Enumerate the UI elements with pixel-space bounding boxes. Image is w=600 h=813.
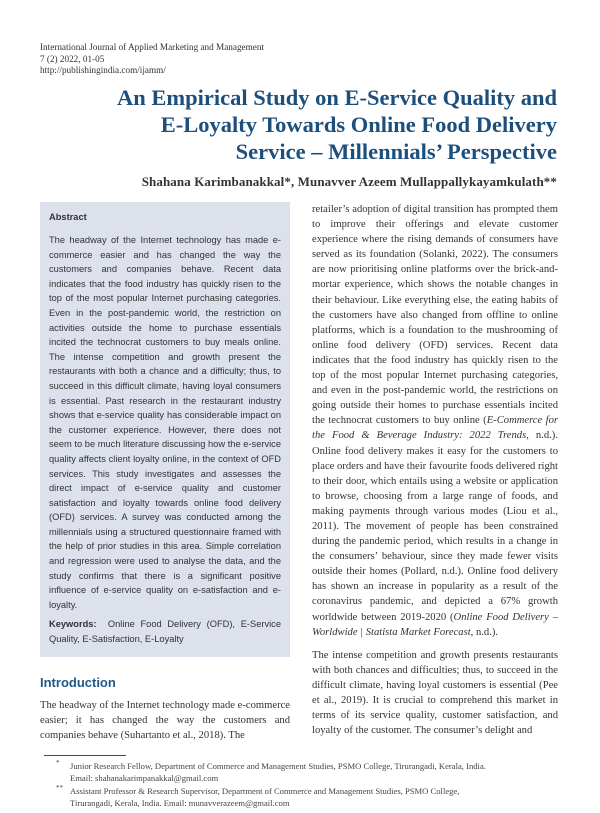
citation: Online Food Delivery – Worldwide | Statista Market Forecast (312, 611, 559, 638)
journal-issue: 7 (2) 2022, 01-05 (40, 53, 105, 64)
abstract-text: The headway of the Internet technology has made e-commerce easier and has changed the way the customers and companies behave. Recent data indicates that the food industry has quickly risen to the top of the most popular Internet purchasing categories. Even in the post-pandemic world, the restriction on activities outside the home to purchase essentials incited the technocrat customers to buy meals online. The intense competition and growth present the restaurants with both a chance and a difficulty; thus, to succeed in this difficult climate, having loyal consumers is essential. Past research in the restaurant industry shows that e-service quality has considerable impact on the customer experience. However, there does not seem to be much literature discussing how the e-service quality affects client loyalty online, in the context of OFD services. This study investigates and assesses the direct impact of e-service quality and customer satisfaction and loyalty towards online food delivery (OFD) services. A survey was conducted among the millennials using a structured questionnaire framed with the help of prior studies in this area. Simple correlation and regression were used to analyse the data, and the study confirms that there is a significant positive influence of e-service quality on e-satisfaction and e-loyalty. (49, 235, 281, 610)
journal-name: International Journal of Applied Marketing and Management (40, 42, 265, 52)
introduction-heading: Introduction (40, 674, 116, 690)
body-text: , n.d.). Online food delivery makes it easy for the customers to place orders and have their favourite foods delivered right to their door, which entails using a website or application to browse, choosing from a large range of foods, and making payments through various modes (Liou et al., 2011). The movement of people has been constrained during the pandemic period, which results in a change in the consumers’ behaviour, since they made fewer visits outside their homes (Pollard, n.d.). Online food delivery has shown an increase in popularity as a result of the coronavirus pandemic, and depicted a 67% growth worldwide between 2019-2020 ( (312, 430, 558, 623)
footnote-mark: ** (56, 784, 63, 793)
body-paragraph: The intense competition and growth presents restaurants with both chances and difficulties; thus, to succeed in the difficult climate, having loyal customers is essential (Pee et al., 2019). It is crucial to comprehend this market in terms of its service quality, customer satisfaction, and loyalty of the customer. The consumer’s delight and (312, 649, 558, 737)
body-text: , n.d.). (470, 626, 499, 638)
title-line: E-Loyalty Towards Online Food Delivery (160, 112, 557, 137)
abstract-box (40, 202, 290, 657)
introduction-text: The headway of the Internet technology made e-commerce easier; it has changed the way the customers and companies behave (Suhartanto et al., 2018). The (40, 699, 290, 742)
abstract-heading: Abstract (49, 212, 87, 222)
footnote (56, 759, 560, 784)
journal-url[interactable]: http://publishingindia.com/ijamm/ (40, 65, 166, 75)
authors: Shahana Karimbanakkal*, Munavver Azeem Mullappallykayamkulath** (141, 174, 557, 189)
footnotes (0, 749, 600, 809)
header-area (0, 0, 600, 202)
journal-info (40, 42, 264, 77)
footnote-mark: * (56, 759, 60, 768)
footnote-email: Email: shahanakarimpanakkal@gmail.com (70, 772, 219, 783)
paper-title (37, 84, 557, 165)
body-paragraph (312, 202, 558, 640)
body-text: retailer’s adoption of digital transition has prompted them to improve their offerings and elevate customer experience where the rising demands of consumers have served as its foundation (Solanki, 2022). The consumers are now prioritising online platforms over the brick-and-mortar experience, which shows the notable changes in their behaviour. Like everything else, the eating habits of the customers have also changed from offline to online platforms, which is a foundation to the mushrooming of online food delivery (OFD) services. Recent data indicates that the food industry has quickly risen to the top of the most popular Internet purchasing categories, and even in the post-pandemic world, the restrictions on going outside their homes to purchase essentials incited the technocrat customers to buy online ( (312, 204, 558, 427)
footnote-text: Junior Research Fellow, Department of Commerce and Management Studies, PSMO College, Tirurangadi, Kerala, India. (70, 761, 486, 772)
footnote-divider (44, 755, 126, 756)
footnote (56, 784, 560, 809)
footnote-email: Tirurangadi, Kerala, India. Email: munavverazeem@gmail.com (70, 797, 290, 808)
right-column (312, 202, 558, 738)
footnote-text: Assistant Professor & Research Supervisor, Department of Commerce and Management Studies, PSMO College, (70, 786, 460, 797)
citation: E-Commerce for the Food & Beverage Industry: 2022 Trends (312, 415, 558, 442)
two-column-body (40, 202, 600, 743)
title-line: An Empirical Study on E-Service Quality and (116, 85, 557, 110)
title-line: Service – Millennials’ Perspective (235, 139, 557, 164)
keywords-text: Online Food Delivery (OFD), E-Service Quality, E-Satisfaction, E-Loyalty (49, 619, 281, 645)
keywords (49, 617, 281, 646)
keywords-label: Keywords: (49, 619, 97, 630)
left-column (40, 202, 290, 743)
